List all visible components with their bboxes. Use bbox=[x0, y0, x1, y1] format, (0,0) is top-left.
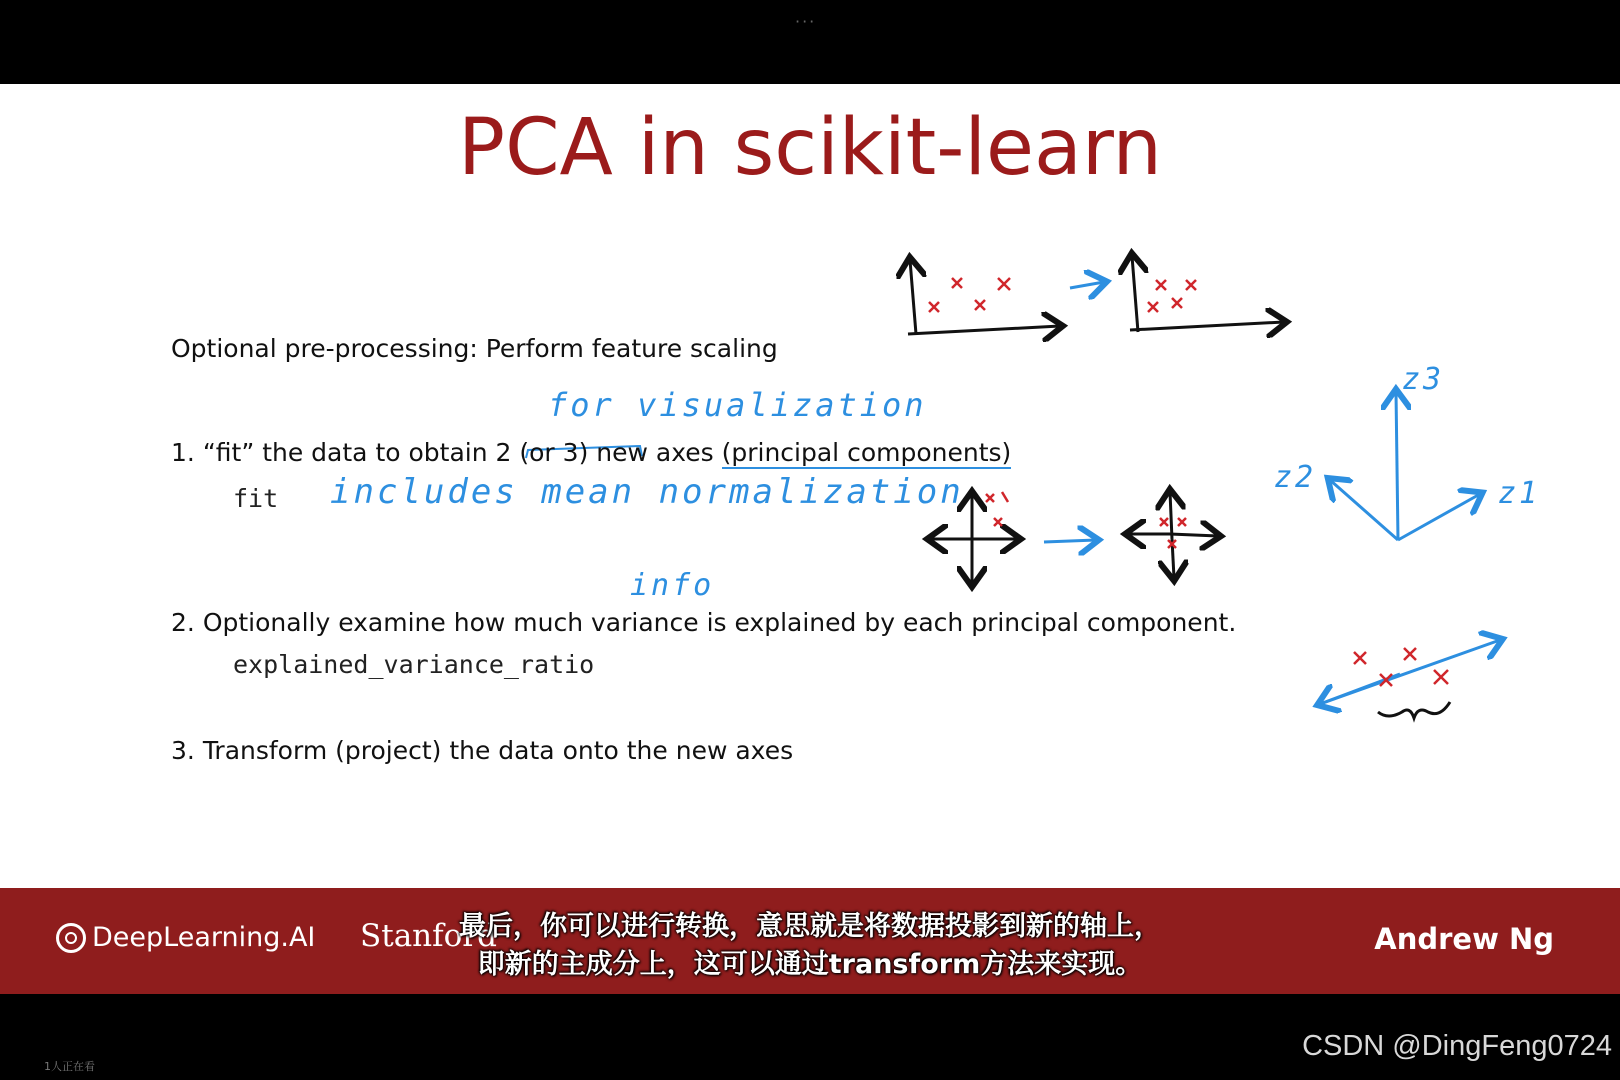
step1-code: fit bbox=[233, 484, 279, 513]
brand-name: DeepLearning.AI bbox=[92, 922, 316, 953]
step2-code: explained_variance_ratio bbox=[233, 650, 595, 679]
scaling-axes-after bbox=[1130, 256, 1284, 332]
annotation-info: info bbox=[630, 568, 715, 603]
more-options-icon[interactable]: ··· bbox=[795, 12, 817, 31]
step1-number: 1. bbox=[171, 438, 195, 467]
viewer-count: 1人正在看 bbox=[44, 1060, 95, 1073]
step1-text bbox=[171, 438, 1011, 467]
step3-number: 3. bbox=[171, 736, 195, 765]
step1-text-middle: new axes bbox=[596, 438, 714, 467]
step2-number: 2. bbox=[171, 608, 195, 637]
mean-norm-axes-after bbox=[1128, 492, 1218, 578]
preprocessing-note: Optional pre-processing: Perform feature scaling bbox=[171, 334, 778, 363]
mean-norm-points-before bbox=[986, 492, 1008, 526]
scaling-points-after bbox=[1148, 280, 1196, 312]
principal-axes bbox=[1330, 392, 1480, 540]
lecture-slide bbox=[0, 84, 1620, 888]
step3-text bbox=[171, 736, 793, 765]
axis-label-z1: z1 bbox=[1498, 476, 1541, 511]
step2-text bbox=[171, 608, 1236, 637]
step2-body: Optionally examine how much variance is explained by each principal component. bbox=[202, 608, 1237, 637]
step3-body: Transform (project) the data onto the new axes bbox=[202, 736, 794, 765]
caption-line-2: 即新的主成分上，这可以通过transform方法来实现。 bbox=[477, 949, 1143, 980]
author-name: Andrew Ng bbox=[1374, 922, 1554, 956]
step1-text-before: “fit” the data to obtain bbox=[202, 438, 488, 467]
scaling-points-before bbox=[929, 278, 1010, 312]
caption-line-1: 最后，你可以进行转换，意思就是将数据投影到新的轴上， bbox=[459, 911, 1161, 942]
scaling-arrow bbox=[1070, 282, 1104, 288]
mean-norm-arrow bbox=[1044, 540, 1096, 542]
projection-diagram bbox=[1320, 640, 1500, 718]
step1-underlined: (principal components) bbox=[721, 438, 1012, 467]
slide-footer bbox=[0, 888, 1620, 994]
stanford-logo: Stanford bbox=[360, 918, 497, 954]
annotation-for-visualization: for visualization bbox=[548, 386, 927, 424]
slide-title: PCA in scikit-learn bbox=[458, 103, 1162, 193]
annotation-mean-normalization: includes mean normalization bbox=[330, 472, 964, 512]
step1-highlight: 2 (or 3) bbox=[495, 438, 589, 467]
scaling-axes-before bbox=[908, 260, 1060, 334]
axis-label-z3: z3 bbox=[1402, 362, 1445, 397]
video-top-bar bbox=[0, 0, 1620, 84]
csdn-watermark: CSDN @DingFeng0724 bbox=[1302, 1030, 1612, 1062]
axis-label-z2: z2 bbox=[1274, 460, 1317, 495]
